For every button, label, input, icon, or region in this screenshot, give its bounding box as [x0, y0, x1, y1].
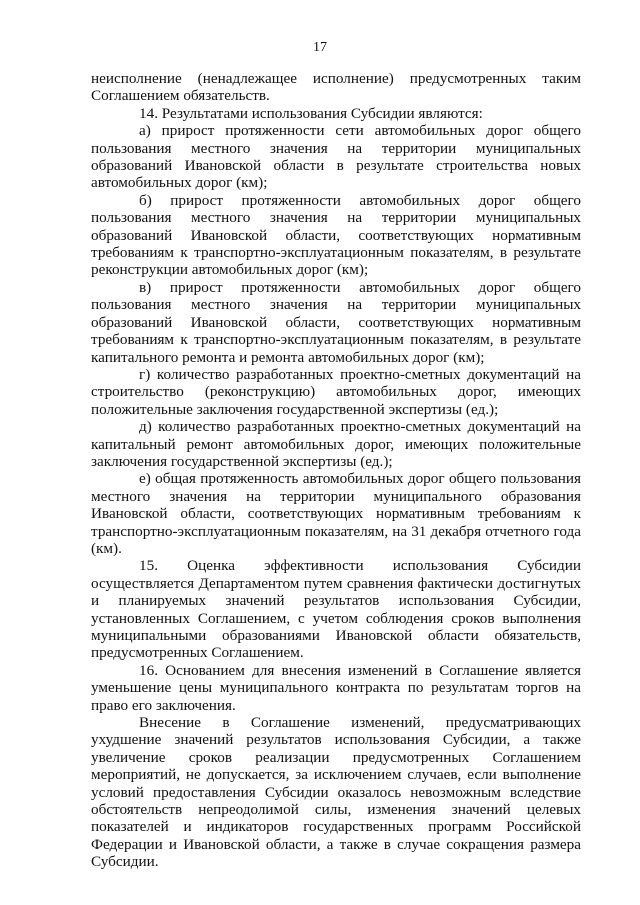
paragraph-16-amendments: Внесение в Соглашение изменений, предусматривающих ухудшение значений результатов использования Субсидии, а также увеличение сроков реализации предусмотренных Соглашением мероприятий, не допускается, за исключением случаев, если выполнение условий предоставления Субсидии оказалось невозможным вследствие обстоятельств непреодолимой силы, изменения значений целевых показателей и индикаторов государственных программ Российской Федерации и Ивановской области, а также в случае сокращения размера Субсидии.	[91, 714, 581, 871]
paragraph-14-item-d: д) количество разработанных проектно-сметных документаций на капитальный ремонт автомобильных дорог, имеющих положительные заключения государственной экспертизы (ед.);	[91, 418, 581, 470]
document-body	[91, 70, 581, 871]
paragraph-14-item-a: а) прирост протяженности сети автомобильных дорог общего пользования местного значения на территории муниципальных образований Ивановской области в результате строительства новых автомобильных дорог (км);	[91, 122, 581, 192]
paragraph-14-item-b: б) прирост протяженности автомобильных дорог общего пользования местного значения на территории муниципальных образований Ивановской области, соответствующих нормативным требованиям к транспортно-эксплуатационным показателям, в результате реконструкции автомобильных дорог (км);	[91, 191, 581, 279]
paragraph-14-item-g: г) количество разработанных проектно-сметных документаций на строительство (реконструкцию) автомобильных дорог, имеющих положительные заключения государственной экспертизы (ед.);	[91, 365, 581, 418]
paragraph-continuation: неисполнение (ненадлежащее исполнение) предусмотренных таким Соглашением обязательств.	[91, 70, 581, 105]
paragraph-15: 15. Оценка эффективности использования Субсидии осуществляется Департаментом путем сравнения фактически достигнутых и планируемых значений результатов использования Субсидии, установленных Соглашением, с учетом соблюдения сроков выполнения муниципальными образованиями Ивановской области обязательств, предусмотренных Соглашением.	[91, 557, 581, 662]
paragraph-14-item-v: в) прирост протяженности автомобильных дорог общего пользования местного значения на территории муниципальных образований Ивановской области, соответствующих нормативным требованиям к транспортно-эксплуатационным показателям, в результате капитального ремонта и ремонта автомобильных дорог (км);	[91, 278, 581, 366]
paragraph-14-item-e: е) общая протяженность автомобильных дорог общего пользования местного значения на территории муниципального образования Ивановской области, соответствующих нормативным требованиям к транспортно-эксплуатационным показателям, на 31 декабря отчетного года (км).	[91, 470, 581, 557]
paragraph-16: 16. Основанием для внесения изменений в Соглашение является уменьшение цены муниципального контракта по результатам торгов на право его заключения.	[91, 661, 581, 714]
paragraph-14-heading: 14. Результатами использования Субсидии являются:	[139, 104, 483, 122]
page-number: 17	[313, 40, 327, 55]
